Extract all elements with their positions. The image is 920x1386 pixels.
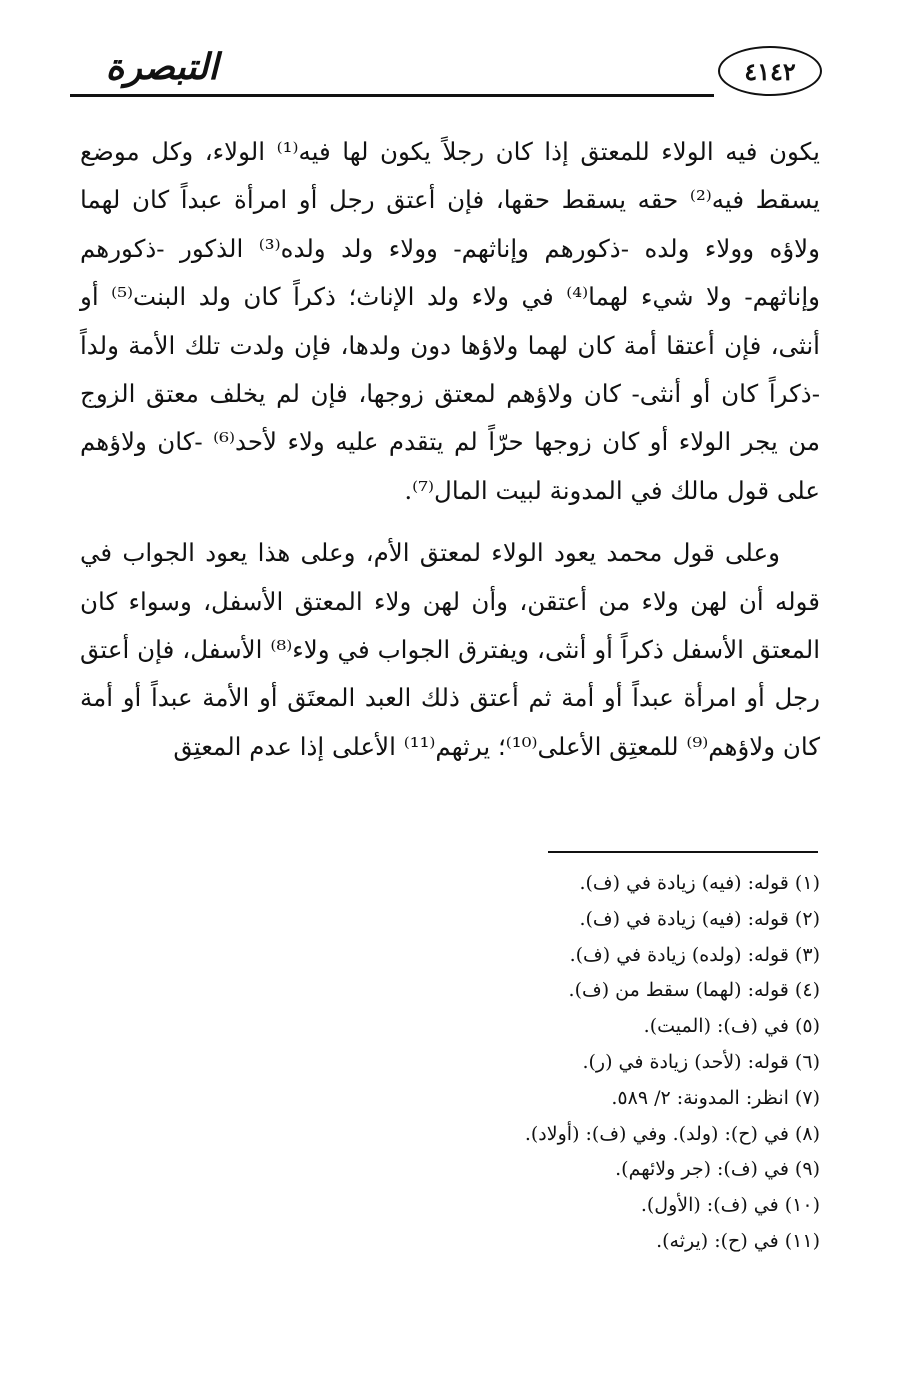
page-number-oval bbox=[718, 46, 822, 96]
page-header bbox=[70, 40, 822, 110]
footnote-8: (٨) في (ح): (ولد). وفي (ف): (أولاد). bbox=[524, 1122, 820, 1145]
paragraph-1: يكون فيه الولاء للمعتق إذا كان رجلاً يكون لها فيه⁽¹⁾ الولاء، وكل موضع يسقط فيه⁽²⁾ حقه يسقط حقها، فإن أعتق رجل أو امرأة عبداً كان لهما ولاؤه وولاء ولده -ذكورهم وإناثهم- وولاء ولد ولده⁽³⁾ الذكور -ذكورهم وإناثهم- ولا شيء لهما⁽⁴⁾ في ولاء ولد الإناث؛ ذكراً كان ولد البنت⁽⁵⁾ أو أنثى، فإن أعتقا أمة كان لهما ولاؤها دون ولدها، فإن ولدت تلك الأمة ولداً -ذكراً كان أو أنثى- كان ولاؤهم لمعتق زوجها، فإن لم يخلف معتق الزوج من يجر الولاء أو كان زوجها حرّاً لم يتقدم عليه ولاء لأحد⁽⁶⁾ -كان ولاؤهم على قول مالك في المدونة لبيت المال⁽⁷⁾. bbox=[80, 137, 820, 505]
footnote-3: (٣) قوله: (ولده) زيادة في (ف). bbox=[569, 943, 820, 966]
footnote-separator bbox=[548, 851, 818, 853]
main-text bbox=[80, 128, 820, 771]
paragraph-2: وعلى قول محمد يعود الولاء لمعتق الأم، وعلى هذا يعود الجواب في قوله أن لهن ولاء من أعتقن، وأن لهن ولاء المعتق الأسفل، وسواء كان المعتق الأسفل ذكراً أو أنثى، ويفترق الجواب في ولاء⁽⁸⁾ الأسفل، فإن أعتق رجل أو امرأة عبداً أو أمة ثم أعتق ذلك العبد المعتَق أو الأمة عبداً أو أمة كان ولاؤهم⁽⁹⁾ للمعتِق الأعلى⁽¹⁰⁾؛ يرثهم⁽¹¹⁾ الأعلى إذا عدم المعتِق bbox=[80, 538, 821, 761]
header-rule bbox=[70, 94, 714, 97]
footnote-9: (٩) في (ف): (جر ولائهم). bbox=[615, 1158, 820, 1181]
book-title: التبصرة bbox=[105, 46, 219, 88]
footnote-5: (٥) في (ف): (الميت). bbox=[643, 1015, 820, 1038]
footnote-6: (٦) قوله: (لأحد) زيادة في (ر). bbox=[582, 1050, 820, 1073]
footnote-7: (٧) انظر: المدونة: ٢/ ٥٨٩. bbox=[611, 1086, 820, 1109]
footnote-10: (١٠) في (ف): (الأول). bbox=[640, 1194, 820, 1217]
footnote-1: (١) قوله: (فيه) زيادة في (ف). bbox=[579, 872, 820, 894]
footnote-2: (٢) قوله: (فيه) زيادة في (ف). bbox=[579, 907, 820, 930]
footnotes bbox=[220, 866, 820, 1260]
page-number: ٤١٤٢ bbox=[744, 56, 796, 86]
footnote-11: (١١) في (ح): (يرثه). bbox=[656, 1229, 820, 1252]
footnote-4: (٤) قوله: (لهما) سقط من (ف). bbox=[568, 979, 820, 1002]
